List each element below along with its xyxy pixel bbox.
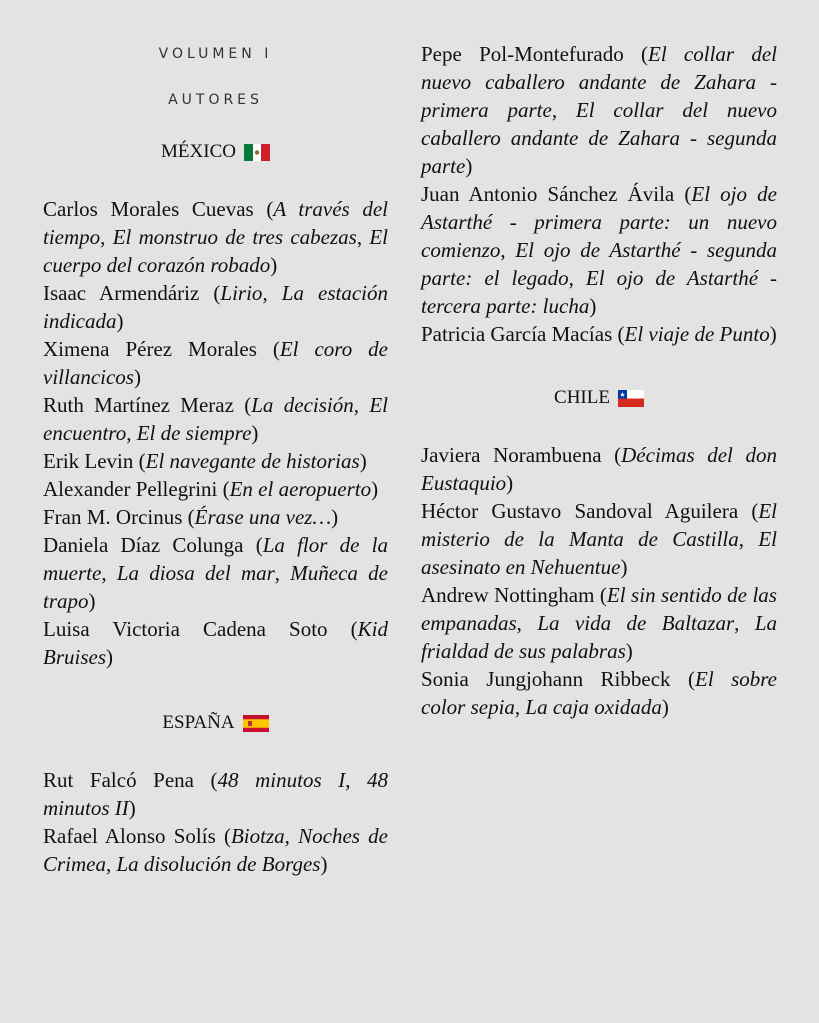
entries-espana-continued [421, 40, 777, 348]
author-entry: Luisa Victoria Cadena Soto (Kid Bruises) [43, 617, 388, 669]
right-column [421, 40, 777, 721]
author-entry: Pepe Pol-Montefurado (El collar del nuevo caballero andante de Zahara - primera parte, El collar del nuevo caballero andante de Zahara - segunda parte) [421, 42, 778, 178]
entries-mexico [43, 195, 388, 671]
author-entry: Rafael Alonso Solís (Biotza, Noches de Crimea, La disolución de Borges) [43, 824, 388, 876]
left-column [43, 40, 388, 878]
volume-heading: VOLUMEN I [158, 46, 273, 62]
country-name: ESPAÑA [162, 712, 235, 733]
country-name: CHILE [554, 387, 610, 408]
author-entry: Andrew Nottingham (El sin sentido de las empanadas, La vida de Baltazar, La frialdad de sus palabras) [421, 583, 778, 663]
author-entry: Erik Levin (El navegante de historias) [43, 449, 367, 473]
author-entry: Carlos Morales Cuevas (A través del tiempo, El monstruo de tres cabezas, El cuerpo del corazón robado) [43, 197, 389, 277]
country-heading-mexico [43, 140, 388, 164]
author-entry: Daniela Díaz Colunga (La flor de la muerte, La diosa del mar, Muñeca de trapo) [43, 533, 389, 613]
author-entry: Héctor Gustavo Sandoval Aguilera (El misterio de la Manta de Castilla, El asesinato en Nehuentue) [421, 499, 778, 579]
entries-chile [421, 441, 777, 721]
author-entry: Isaac Armendáriz (Lirio, La estación indicada) [43, 281, 388, 333]
author-entry: Patricia García Macías (El viaje de Punto) [421, 322, 777, 346]
author-entry: Javiera Norambuena (Décimas del don Eustaquio) [421, 443, 777, 495]
author-entry: Fran M. Orcinus (Érase una vez…) [43, 505, 339, 529]
country-name: MÉXICO [161, 141, 236, 162]
author-entry: Alexander Pellegrini (En el aeropuerto) [43, 477, 379, 501]
spain-flag-icon [243, 715, 269, 732]
author-entry: Ruth Martínez Meraz (La decisión, El encuentro, El de siempre) [43, 393, 388, 445]
entries-espana [43, 766, 388, 878]
authors-heading: AUTORES [168, 92, 263, 108]
chile-flag-icon [618, 390, 644, 407]
mexico-flag-icon [244, 144, 270, 161]
author-entry: Sonia Jungjohann Ribbeck (El sobre color sepia, La caja oxidada) [421, 667, 777, 719]
author-entry: Rut Falcó Pena (48 minutos I, 48 minutos II) [43, 768, 389, 820]
country-heading-chile [421, 386, 777, 410]
author-entry: Juan Antonio Sánchez Ávila (El ojo de Astarthé - primera parte: un nuevo comienzo, El ojo de Astarthé - segunda parte: el legado, El ojo de Astarthé - tercera parte: lucha) [421, 182, 778, 318]
author-entry: Ximena Pérez Morales (El coro de villancicos) [43, 337, 388, 389]
country-heading-espana [43, 711, 388, 735]
